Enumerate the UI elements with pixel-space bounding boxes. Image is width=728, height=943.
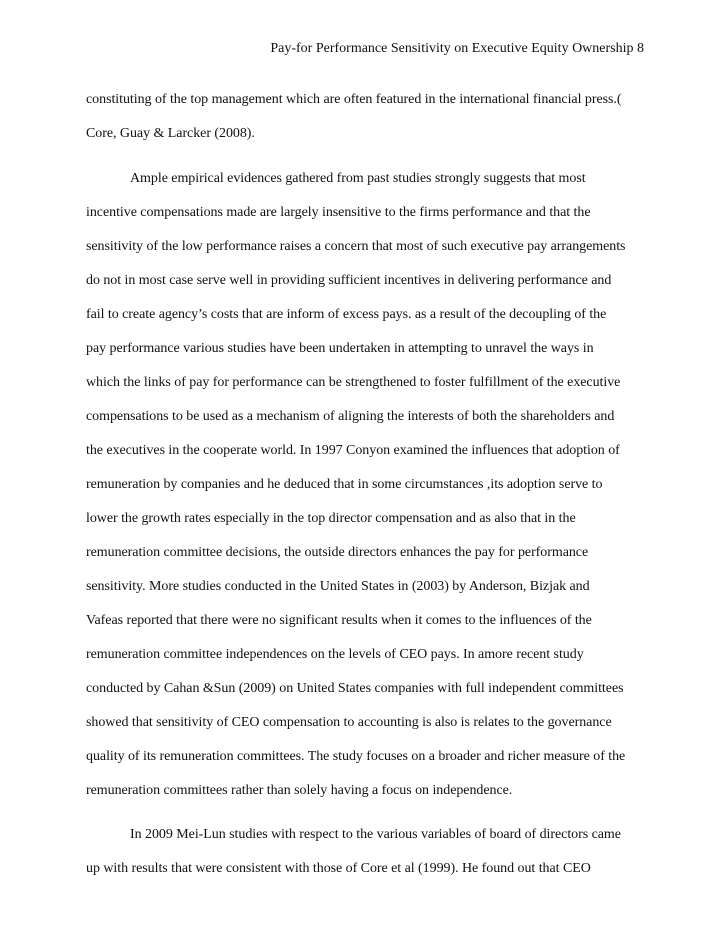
text-line: remuneration committee independences on the levels of CEO pays. In amore recent study xyxy=(86,647,584,662)
text-line: Core, Guay & Larcker (2008). xyxy=(86,126,255,141)
text-line: pay performance various studies have been undertaken in attempting to unravel the ways in xyxy=(86,341,594,356)
text-line: showed that sensitivity of CEO compensation to accounting is also is relates to the governance xyxy=(86,715,612,730)
text-line: incentive compensations made are largely insensitive to the firms performance and that the xyxy=(86,205,591,220)
text-line: remuneration committees rather than solely having a focus on independence. xyxy=(86,783,513,798)
text-line: constituting of the top management which are often featured in the international financial press.( xyxy=(86,92,622,107)
text-line: quality of its remuneration committees. The study focuses on a broader and richer measure of the xyxy=(86,749,626,764)
paragraph-first-line: In 2009 Mei-Lun studies with respect to the various variables of board of directors came xyxy=(130,827,621,842)
text-line: compensations to be used as a mechanism of aligning the interests of both the shareholders and xyxy=(86,409,615,424)
text-line: Vafeas reported that there were no significant results when it comes to the influences of the xyxy=(86,613,592,628)
text-line: sensitivity of the low performance raises a concern that most of such executive pay arrangements xyxy=(86,239,626,254)
text-line: sensitivity. More studies conducted in the United States in (2003) by Anderson, Bizjak and xyxy=(86,579,590,594)
text-line: do not in most case serve well in providing sufficient incentives in delivering performance and xyxy=(86,273,612,288)
text-line: fail to create agency’s costs that are inform of excess pays. as a result of the decoupling of the xyxy=(86,307,607,322)
text-line: lower the growth rates especially in the top director compensation and as also that in the xyxy=(86,511,576,526)
text-line: remuneration by companies and he deduced that in some circumstances ,its adoption serve to xyxy=(86,477,603,492)
text-line: which the links of pay for performance can be strengthened to foster fulfillment of the executive xyxy=(86,375,621,390)
text-line: up with results that were consistent with those of Core et al (1999). He found out that CEO xyxy=(86,861,591,876)
text-line: remuneration committee decisions, the outside directors enhances the pay for performance xyxy=(86,545,589,560)
paragraph-first-line: Ample empirical evidences gathered from past studies strongly suggests that most xyxy=(130,171,586,186)
text-line: the executives in the cooperate world. In 1997 Conyon examined the influences that adoption of xyxy=(86,443,620,458)
running-head: Pay-for Performance Sensitivity on Executive Equity Ownership 8 xyxy=(270,41,644,56)
text-line: conducted by Cahan &Sun (2009) on United States companies with full independent committees xyxy=(86,681,624,696)
